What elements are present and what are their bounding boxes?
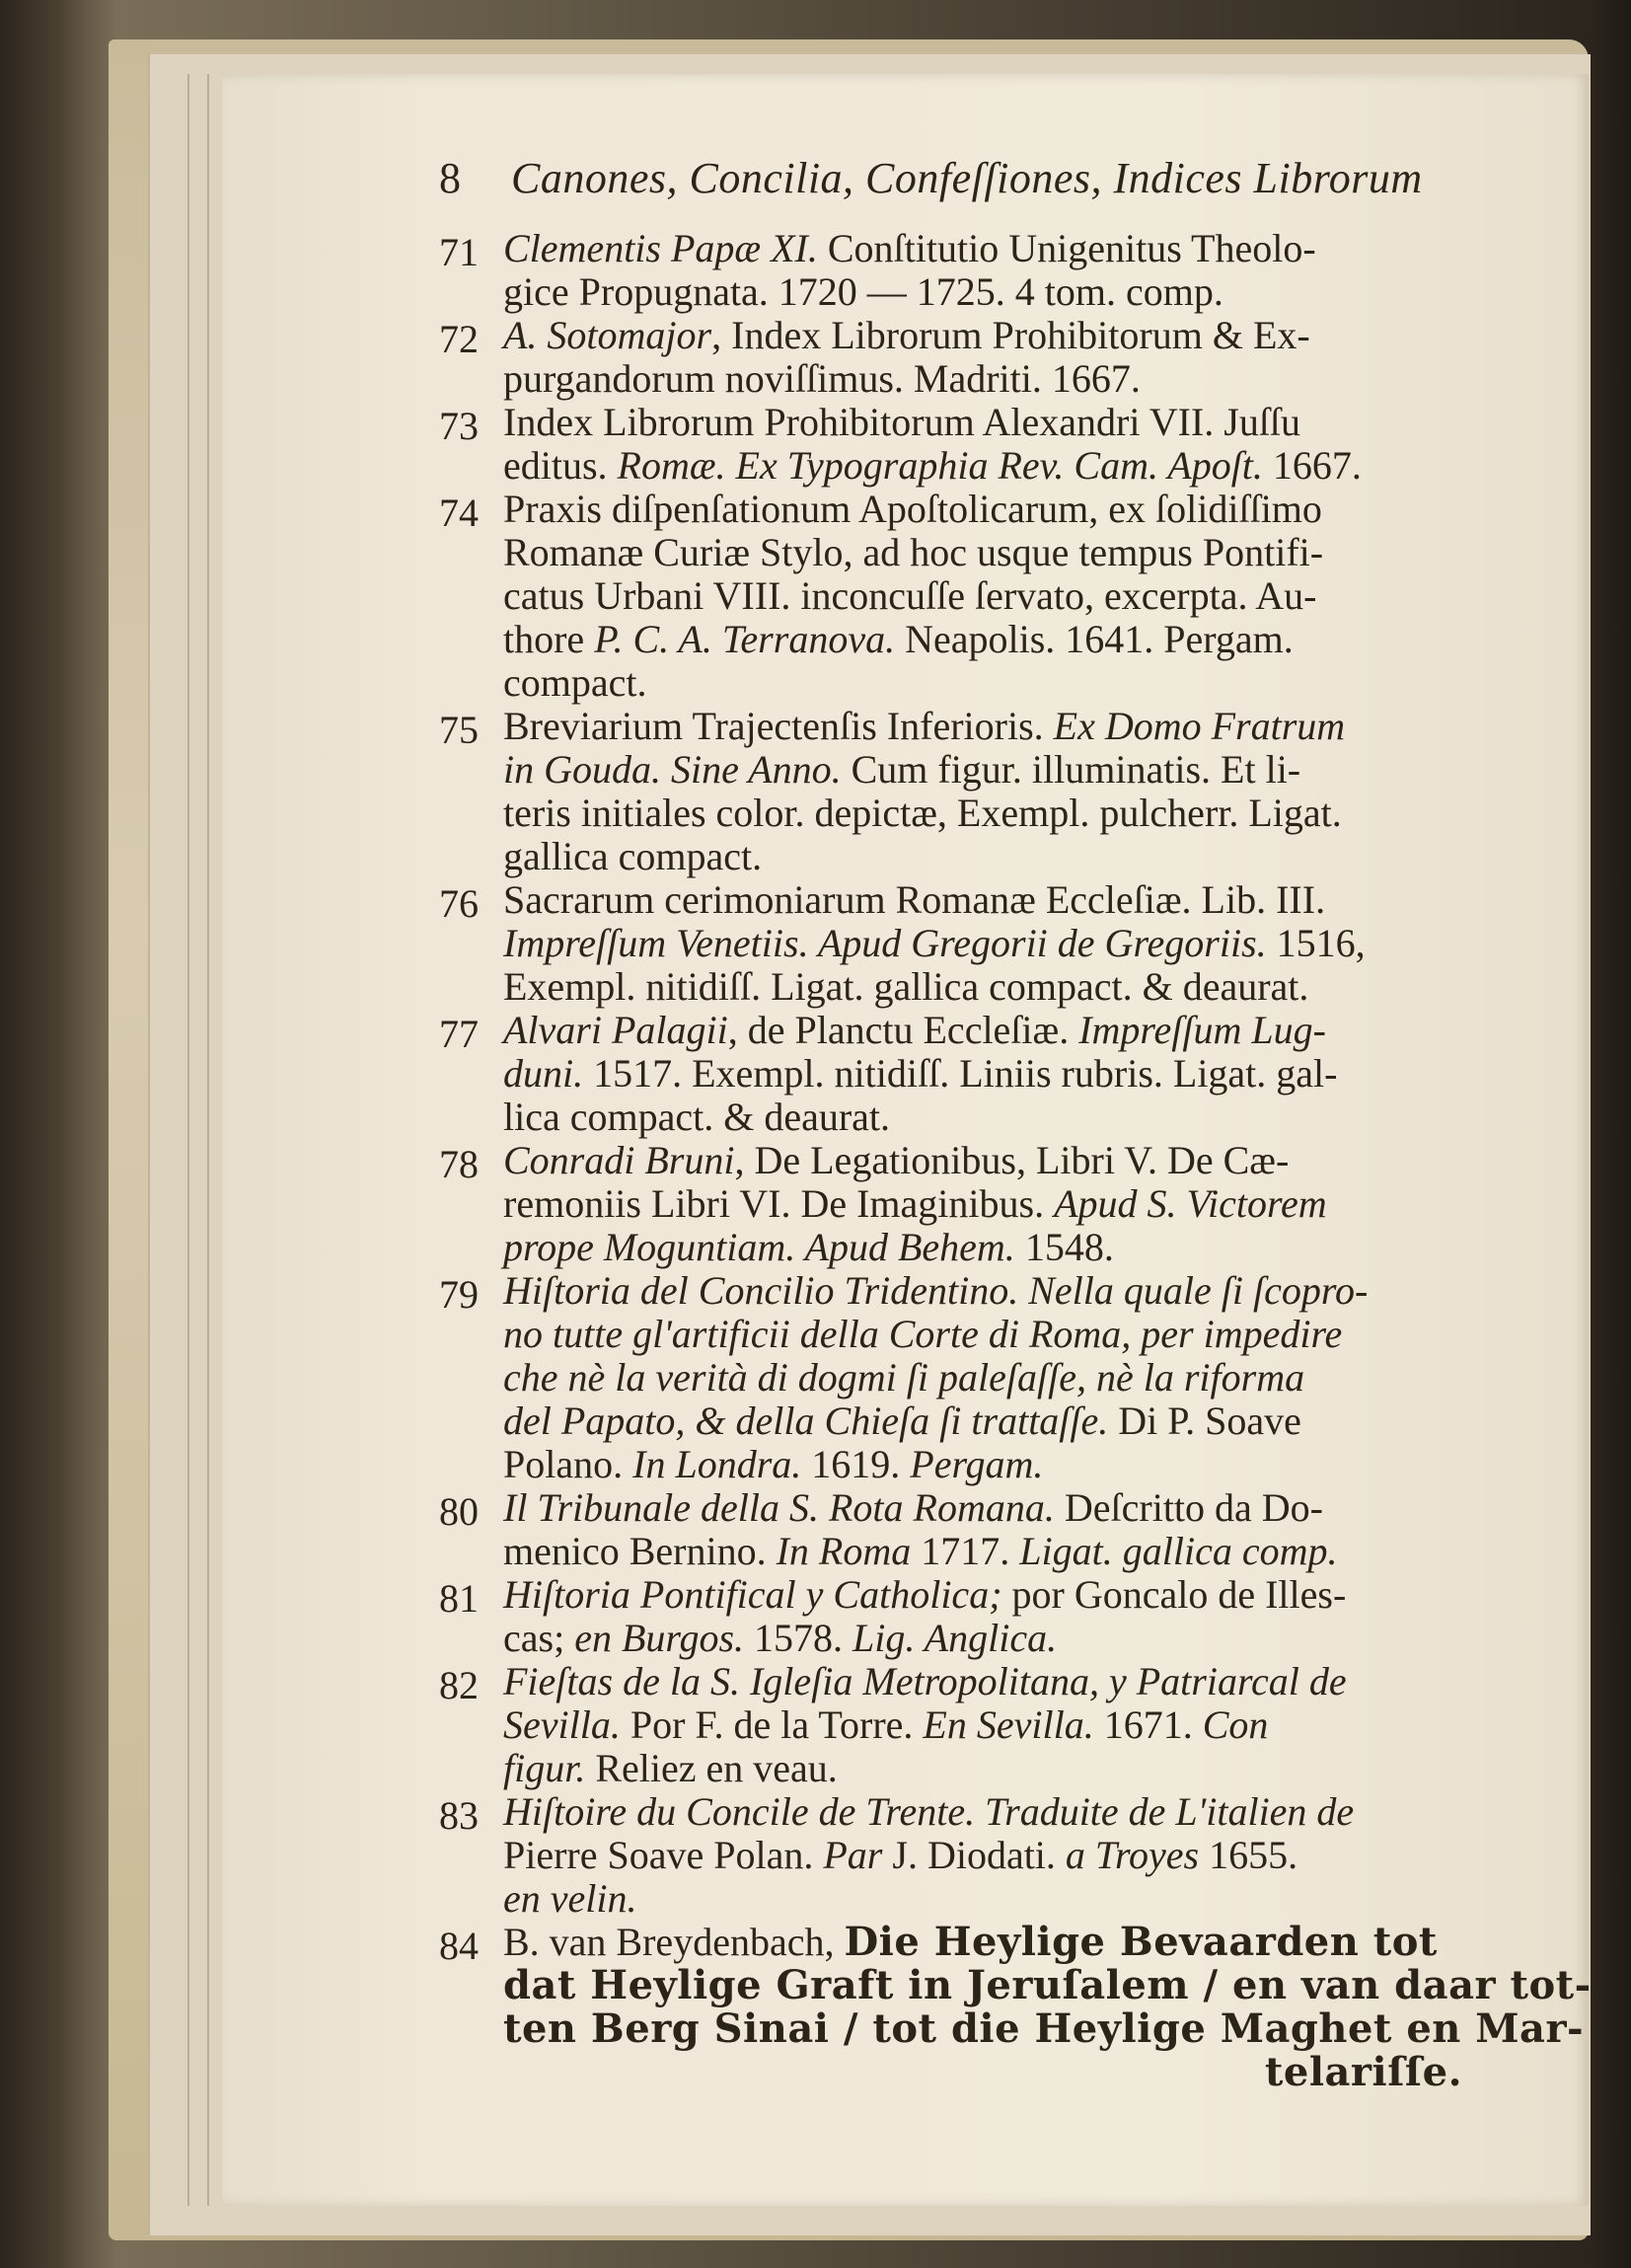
entry-line — [503, 1530, 1470, 1573]
entry-text: 1717. — [911, 1529, 1020, 1573]
entry-number: 79 — [439, 1272, 479, 1317]
entry-number: 77 — [439, 1012, 479, 1056]
entry-line — [503, 531, 1470, 574]
italic-text: Pergam. — [910, 1442, 1044, 1486]
entry-number: 84 — [439, 1924, 479, 1968]
entry-number: 82 — [439, 1663, 479, 1707]
entry-line — [503, 1226, 1470, 1269]
italic-text: Clementis Papæ XI. — [503, 226, 818, 270]
italic-text: del Papato, & della Chieſa ſi trattaſſe. — [503, 1399, 1109, 1443]
italic-text: In Roma — [776, 1529, 912, 1573]
italic-text: Alvari Palagii — [503, 1008, 728, 1052]
entry-line — [503, 314, 1470, 357]
entry-line — [503, 1486, 1470, 1530]
catalogue-entry — [439, 1660, 1470, 1790]
catalogue-entry — [439, 1919, 1592, 2095]
entry-line — [503, 227, 1470, 270]
entry-text: Pierre Soave Polan. — [503, 1833, 824, 1877]
entry-text: teris initiales color. depictæ, Exempl. pulcherr. Ligat. — [503, 791, 1342, 835]
catalogue-entries — [439, 226, 1592, 2095]
italic-text: Ligat. gallica comp. — [1019, 1529, 1338, 1573]
italic-text: Impreſſum Lug- — [1078, 1008, 1326, 1052]
entry-line — [503, 1356, 1470, 1399]
entry-number: 71 — [439, 230, 479, 274]
entry-line — [503, 1269, 1470, 1313]
entry-line — [503, 661, 1470, 705]
entry-text: 1517. Exempl. nitidiſſ. Liniis rubris. Ligat. gal- — [583, 1051, 1338, 1096]
blackletter-text: Die Heylige Bevaarden tot — [844, 1919, 1438, 1965]
entry-text: 1548. — [1014, 1225, 1114, 1269]
entry-text: Reliez en veau. — [585, 1746, 838, 1790]
entry-line — [503, 1052, 1470, 1096]
entry-text: Polano. — [503, 1442, 633, 1486]
entry-text: Romanæ Curiæ Stylo, ad hoc usque tempus Pontifi- — [503, 530, 1324, 574]
entry-line — [503, 1139, 1470, 1182]
italic-text: Impreſſum Venetiis. Apud Gregorii de Gregoriis. — [503, 921, 1267, 965]
entry-number: 83 — [439, 1793, 479, 1838]
entry-text: por Goncalo de Illes- — [1001, 1572, 1347, 1617]
entry-line — [503, 922, 1470, 965]
entry-text: Index Librorum Prohibitorum Alexandri VII. Juſſu — [503, 400, 1301, 444]
entry-text: purgandorum noviſſimus. Madriti. 1667. — [503, 356, 1141, 401]
italic-text: A. Sotomajor — [503, 313, 712, 357]
italic-text: Hiſtoria Pontifical y Catholica; — [503, 1572, 1002, 1617]
entry-text: B. van Breydenbach, — [503, 1920, 845, 1964]
entry-text: J. Diodati. — [882, 1833, 1066, 1877]
italic-text: figur. — [503, 1746, 586, 1790]
entry-text: cas; — [503, 1616, 575, 1660]
entry-text: 1671. — [1093, 1702, 1203, 1747]
catalogue-entry — [439, 1790, 1470, 1921]
entry-line — [503, 878, 1470, 922]
entry-line — [503, 618, 1470, 661]
entry-text: thore — [503, 617, 595, 661]
entry-text: Por F. de la Torre. — [620, 1702, 924, 1747]
entry-line — [503, 1617, 1470, 1660]
entry-text: , Index Librorum Prohibitorum & Ex- — [711, 313, 1310, 357]
entry-text: Conſtitutio Unigenitus Theolo- — [817, 226, 1316, 270]
entry-line — [503, 1834, 1470, 1877]
catalogue-entry — [439, 878, 1470, 1009]
entry-line — [503, 1747, 1470, 1790]
catalogue-entry — [439, 227, 1470, 314]
entry-text: catus Urbani VIII. inconcuſſe ſervato, excerpta. Au- — [503, 573, 1317, 618]
blackletter-text: ten Berg Sinai / tot die Heylige Maghet en Mar- — [503, 2005, 1585, 2052]
entry-text: Sacrarum cerimoniarum Romanæ Eccleſiæ. Lib. III. — [503, 877, 1326, 922]
entry-number: 76 — [439, 881, 479, 926]
entry-number: 81 — [439, 1576, 479, 1621]
entry-line — [503, 1399, 1470, 1443]
entry-line — [503, 1660, 1470, 1703]
entry-number: 72 — [439, 317, 479, 361]
catalogue-entry — [439, 488, 1470, 705]
italic-text: Hiſtoria del Concilio Tridentino. Nella quale ſi ſcopro- — [503, 1268, 1369, 1313]
catalogue-entry — [439, 1269, 1470, 1486]
entry-text: lica compact. & deaurat. — [503, 1095, 891, 1139]
italic-text: Conradi Bruni — [503, 1138, 735, 1182]
entry-text: gice Propugnata. 1720 — 1725. 4 tom. comp. — [503, 269, 1223, 314]
catalogue-entry — [439, 705, 1470, 878]
entry-text: Di P. Soave — [1108, 1399, 1301, 1443]
italic-text: in Gouda. Sine Anno. — [503, 747, 842, 792]
entry-text: 1516, — [1266, 921, 1366, 965]
entry-line — [503, 2051, 1470, 2094]
entry-line — [503, 1313, 1470, 1356]
entry-line — [503, 1009, 1470, 1052]
entry-line — [503, 1443, 1470, 1486]
entry-number: 78 — [439, 1142, 479, 1186]
blackletter-text: telariſſe. — [1264, 2049, 1462, 2095]
entry-line — [503, 444, 1470, 488]
entry-text: , De Legationibus, Libri V. De Cæ- — [734, 1138, 1290, 1182]
entry-line — [503, 270, 1470, 314]
entry-text: Breviarium Trajectenſis Inferioris. — [503, 704, 1054, 748]
entry-line — [503, 835, 1470, 878]
italic-text: no tutte gl'artificii della Corte di Roma, per impedire — [503, 1312, 1343, 1356]
page-edge — [187, 74, 189, 2206]
catalogue-entry — [439, 1009, 1470, 1139]
italic-text: Hiſtoire du Concile de Trente. Traduite de L'italien de — [503, 1789, 1355, 1834]
italic-text: Par — [823, 1833, 883, 1877]
page-edge — [207, 74, 209, 2206]
italic-text: che nè la verità di dogmi ſi paleſaſſe, nè la riforma — [503, 1355, 1305, 1399]
italic-text: Fieſtas de la S. Igleſia Metropolitana, y Patriarcal de — [503, 1659, 1347, 1703]
entry-text: Exempl. nitidiſſ. Ligat. gallica compact. & deaurat. — [503, 964, 1309, 1009]
entry-text: 1619. — [801, 1442, 911, 1486]
entry-text: 1578. — [744, 1616, 853, 1660]
entry-text: Deſcritto da Do- — [1054, 1485, 1324, 1530]
entry-text: Praxis diſpenſationum Apoſtolicarum, ex ſolidiſſimo — [503, 487, 1322, 531]
entry-text: remoniis Libri VI. De Imaginibus. — [503, 1181, 1055, 1226]
entry-text: editus. — [503, 443, 618, 488]
entry-text: compact. — [503, 660, 647, 705]
entry-line — [503, 1962, 1592, 2008]
entry-text: Cum figur. illuminatis. Et li- — [841, 747, 1301, 792]
entry-line — [503, 2005, 1585, 2052]
entry-line — [503, 792, 1470, 835]
entry-line — [503, 748, 1470, 792]
entry-text: Neapolis. 1641. Pergam. — [895, 617, 1294, 661]
entry-text: 1667. — [1262, 443, 1362, 488]
catalogue-entry — [439, 1139, 1470, 1269]
italic-text: Lig. Anglica. — [853, 1616, 1058, 1660]
entry-text: , de Planctu Eccleſiæ. — [727, 1008, 1079, 1052]
italic-text: prope Moguntiam. Apud Behem. — [503, 1225, 1015, 1269]
italic-text: en velin. — [503, 1876, 637, 1921]
catalogue-entry — [439, 401, 1470, 488]
entry-line — [503, 1182, 1470, 1226]
entry-number: 73 — [439, 404, 479, 448]
entry-line — [503, 574, 1470, 618]
italic-text: Il Tribunale della S. Rota Romana. — [503, 1485, 1055, 1530]
entry-number: 74 — [439, 491, 479, 535]
page-number: 8 — [439, 154, 461, 202]
italic-text: Apud S. Victorem — [1054, 1181, 1327, 1226]
italic-text: En Sevilla. — [923, 1702, 1094, 1747]
italic-text: en Burgos. — [574, 1616, 745, 1660]
entry-line — [503, 1703, 1470, 1747]
italic-text: Ex Domo Fratrum — [1053, 704, 1346, 748]
italic-text: Romæ. Ex Typographia Rev. Cam. Apoſt. — [617, 443, 1263, 488]
entry-line — [503, 401, 1470, 444]
entry-text: menico Bernino. — [503, 1529, 777, 1573]
entry-line — [503, 1573, 1470, 1617]
entry-number: 80 — [439, 1489, 479, 1534]
italic-text: In Londra. — [632, 1442, 802, 1486]
catalogue-entry — [439, 1573, 1470, 1660]
blackletter-text: dat Heylige Graft in Jeruſalem / en van daar tot- — [503, 1962, 1592, 2008]
entry-number: 75 — [439, 708, 479, 752]
running-header — [439, 153, 1423, 203]
entry-line — [503, 357, 1470, 401]
entry-line — [503, 488, 1470, 531]
entry-line — [503, 1790, 1470, 1834]
entry-line — [503, 1877, 1470, 1921]
catalogue-entry — [439, 314, 1470, 401]
italic-text: Con — [1202, 1702, 1269, 1747]
italic-text: duni. — [503, 1051, 584, 1096]
entry-line — [503, 705, 1470, 748]
running-title: Canones, Concilia, Confeſſiones, Indices Librorum — [511, 154, 1423, 202]
entry-line — [503, 1921, 1470, 1964]
entry-line — [503, 1096, 1470, 1139]
entry-text: 1655. — [1199, 1833, 1298, 1877]
italic-text: Sevilla. — [503, 1702, 621, 1747]
entry-text: gallica compact. — [503, 834, 763, 878]
italic-text: a Troyes — [1065, 1833, 1200, 1877]
italic-text: P. C. A. Terranova. — [594, 617, 896, 661]
catalogue-entry — [439, 1486, 1470, 1573]
entry-line — [503, 965, 1470, 1009]
